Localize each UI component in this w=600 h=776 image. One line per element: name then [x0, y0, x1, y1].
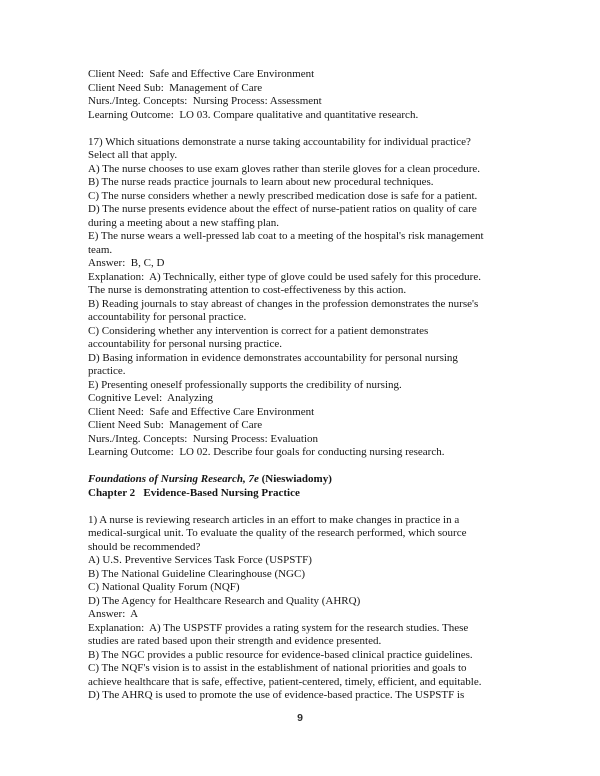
text-line: D) The AHRQ is used to promote the use of evidence-based practice. The USPSTF is — [88, 689, 465, 701]
question-1 — [88, 514, 550, 703]
text-line: E) Presenting oneself professionally supports the credibility of nursing. — [88, 378, 402, 391]
text-line: Nurs./Integ. Concepts: Nursing Process: Evaluation — [88, 432, 319, 445]
question-1-choices — [88, 554, 550, 608]
text-line: 17) Which situations demonstrate a nurse taking accountability for individual practice? — [88, 135, 471, 148]
question-17 — [88, 136, 550, 460]
blank-line — [88, 122, 550, 136]
text-line: E) The nurse wears a well-pressed lab coat to a meeting of the hospital's risk management — [88, 230, 484, 242]
text-line: The nurse is demonstrating attention to cost-effectiveness by this action. — [88, 284, 407, 296]
book-header — [88, 473, 550, 500]
blank-line — [88, 500, 550, 514]
page-number: 9 — [297, 711, 303, 724]
text-line: Client Need Sub: Management of Care — [88, 419, 263, 431]
text-line: Select all that apply. — [88, 149, 178, 161]
text-line: D) The nurse presents evidence about the effect of nurse-patient ratios on quality of care — [88, 203, 477, 215]
text-line: B) The NGC provides a public resource for evidence-based clinical practice guidelines. — [88, 648, 473, 661]
question-17-choices — [88, 163, 550, 258]
question-17-answer: Answer: B, C, D — [88, 257, 165, 269]
question-17-metadata — [88, 392, 550, 460]
text-line: medical-surgical unit. To evaluate the quality of the research performed, which source — [88, 527, 467, 539]
question-17-explanation — [88, 271, 550, 393]
text-line: Client Need Sub: Management of Care — [88, 81, 263, 94]
text-line: should be recommended? — [88, 540, 201, 553]
text-line: accountability for personal nursing practice. — [88, 338, 282, 350]
text-line: achieve healthcare that is safe, effective, patient-centered, timely, efficient, and equitable. — [88, 675, 482, 688]
text-line: Client Need: Safe and Effective Care Environment — [88, 405, 315, 418]
text-line: 1) A nurse is reviewing research articles in an effort to make changes in practice in a — [88, 513, 460, 526]
text-line: A) The nurse chooses to use exam gloves rather than sterile gloves for a clean procedure. — [88, 162, 480, 175]
text-line: practice. — [88, 365, 126, 377]
question-1-stem — [88, 514, 550, 555]
prior-question-metadata — [88, 68, 550, 122]
question-17-stem — [88, 136, 550, 163]
text-line: Nurs./Integ. Concepts: Nursing Process: Assessment — [88, 95, 322, 107]
text-line: C) Considering whether any intervention is correct for a patient demonstrates — [88, 324, 429, 337]
text-line: A) U.S. Preventive Services Task Force (USPSTF) — [88, 554, 312, 566]
question-1-explanation — [88, 622, 550, 703]
text-line: team. — [88, 243, 113, 256]
chapter-heading: Chapter 2 Evidence-Based Nursing Practice — [88, 486, 300, 499]
text-line: Explanation: A) Technically, either type of glove could be used safely for this procedure. — [88, 270, 481, 283]
text-line: C) National Quality Forum (NQF) — [88, 581, 240, 593]
text-line: B) The National Guideline Clearinghouse (NGC) — [88, 567, 305, 580]
text-line: Explanation: A) The USPSTF provides a rating system for the research studies. These — [88, 621, 469, 634]
text-line: accountability for personal practice. — [88, 311, 247, 323]
book-author: (Nieswiadomy) — [258, 473, 332, 485]
text-line: C) The nurse considers whether a newly prescribed medication dose is safe for a patient. — [88, 189, 478, 202]
text-line: Learning Outcome: LO 02. Describe four goals for conducting nursing research. — [88, 446, 445, 458]
text-line: D) The Agency for Healthcare Research and Quality (AHRQ) — [88, 594, 361, 607]
text-line: during a meeting about a new staffing plan. — [88, 216, 280, 229]
text-line: C) The NQF's vision is to assist in the establishment of national priorities and goals to — [88, 662, 467, 674]
text-line: studies are rated based upon their strength and evidence presented. — [88, 635, 382, 647]
question-1-answer: Answer: A — [88, 608, 139, 620]
book-title: Foundations of Nursing Research, 7e — [88, 473, 259, 485]
book-title-line — [88, 473, 550, 487]
text-line: D) Basing information in evidence demonstrates accountability for personal nursing — [88, 351, 458, 364]
text-line: Client Need: Safe and Effective Care Environment — [88, 68, 315, 80]
text-line: Cognitive Level: Analyzing — [88, 392, 213, 404]
blank-line — [88, 460, 550, 474]
text-line: B) Reading journals to stay abreast of changes in the profession demonstrates the nurse's — [88, 297, 479, 310]
text-line: B) The nurse reads practice journals to learn about new procedural techniques. — [88, 176, 434, 188]
text-line: Learning Outcome: LO 03. Compare qualitative and quantitative research. — [88, 108, 419, 121]
